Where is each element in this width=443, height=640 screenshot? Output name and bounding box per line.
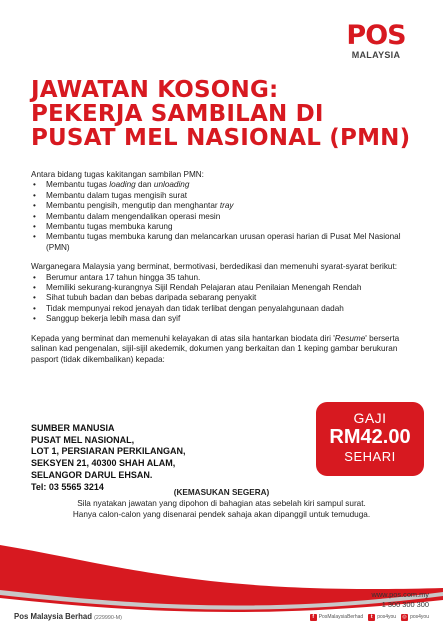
job-description — [31, 170, 416, 365]
requirement-item: • Tidak mempunyai rekod jenayah dan tidak terlibat dengan penyalahgunaan dadah — [31, 304, 416, 314]
social-twitter[interactable]: t pos4you — [368, 612, 396, 622]
instagram-icon: ◎ — [402, 613, 407, 620]
notice-line: Sila nyatakan jawatan yang dipohon di bahagian atas sebelah kiri sampul surat. — [77, 499, 366, 508]
logo-mark: POS — [346, 20, 406, 51]
duty-item: • Membantu tugas membuka karung — [31, 222, 416, 232]
company-name: Pos Malaysia Berhad — [14, 612, 93, 621]
salary-badge — [316, 402, 424, 476]
social-links — [279, 612, 429, 622]
title-line-2: PEKERJA SAMBILAN DI — [31, 101, 324, 127]
salary-label: GAJI — [353, 410, 387, 426]
website-link[interactable]: www.pos.com.my — [371, 590, 429, 599]
duties-intro: Antara bidang tugas kakitangan sambilan PMN: — [31, 170, 204, 179]
requirements-list — [31, 273, 416, 325]
social-facebook[interactable]: f PosMalaysiaBerhad — [310, 612, 363, 622]
notice-title: (KEMASUKAN SEGERA) — [173, 488, 270, 497]
duty-item: • Membantu tugas loading dan unloading — [31, 180, 416, 190]
application-instructions: Kepada yang berminat dan memenuhi kelayakan di atas sila hantarkan biodata diri 'Resume' berserta salinan kad pengenalan, sijil-sijil akedemik, dokumen yang berkaitan dan 1 keping gambar berukuran pasport (tidak dikembalikan) kepada: — [31, 333, 400, 364]
address-phone: Tel: 03 5565 3214 — [31, 481, 104, 492]
page-title — [31, 78, 431, 150]
requirement-item: • Sihat tubuh badan dan bebas daripada sebarang penyakit — [31, 293, 416, 303]
requirement-item: • Berumur antara 17 tahun hingga 35 tahun. — [31, 273, 416, 283]
mailing-address — [31, 423, 271, 493]
social-instagram[interactable]: ◎ pos4you — [402, 613, 429, 620]
address-line: PUSAT MEL NASIONAL, — [31, 434, 135, 445]
address-line: SEKSYEN 21, 40300 SHAH ALAM, — [31, 458, 176, 469]
hotline: 1 300 300 300 — [381, 600, 429, 609]
contact-info — [279, 590, 429, 622]
address-line: LOT 1, PERSIARAN PERKILANGAN, — [31, 446, 186, 457]
twitter-icon: t — [368, 614, 375, 621]
duty-item: • Membantu dalam mengendalikan operasi mesin — [31, 212, 416, 222]
address-line: SUMBER MANUSIA — [31, 423, 115, 433]
notice-line: Hanya calon-calon yang disenarai pendek sahaja akan dipanggil untuk temuduga. — [72, 510, 371, 519]
duty-item: • Membantu dalam tugas mengisih surat — [31, 191, 416, 201]
duty-item: • Membantu pengisih, mengutip dan menghantar tray — [31, 201, 416, 211]
facebook-icon: f — [310, 614, 317, 621]
requirements-intro: Warganegara Malaysia yang berminat, bermotivasi, berdedikasi dan memenuhi syarat-syarat berikut: — [31, 262, 398, 272]
address-line: SELANGOR DARUL EHSAN. — [31, 469, 153, 480]
salary-amount: RM42.00 — [329, 426, 411, 448]
duty-item: • Membantu tugas membuka karung dan melancarkan urusan operasi harian di Pusat Mel Nasional (PMN) — [31, 232, 416, 253]
requirement-item: • Sanggup bekerja lebih masa dan syif — [31, 314, 416, 324]
title-line-3: PUSAT MEL NASIONAL (PMN) — [31, 125, 411, 151]
logo-subtitle: MALAYSIA — [351, 50, 401, 60]
pos-malaysia-logo — [337, 22, 415, 60]
duties-list — [31, 180, 416, 253]
company-credit — [14, 612, 122, 621]
title-line-1: JAWATAN KOSONG: — [31, 77, 279, 103]
requirement-item: • Memiliki sekurang-kurangnya Sijil Rendah Pelajaran atau Penilaian Menengah Rendah — [31, 283, 416, 293]
salary-unit: SEHARI — [344, 449, 396, 464]
notice — [20, 487, 423, 520]
company-reg: (229990-M) — [94, 615, 122, 621]
